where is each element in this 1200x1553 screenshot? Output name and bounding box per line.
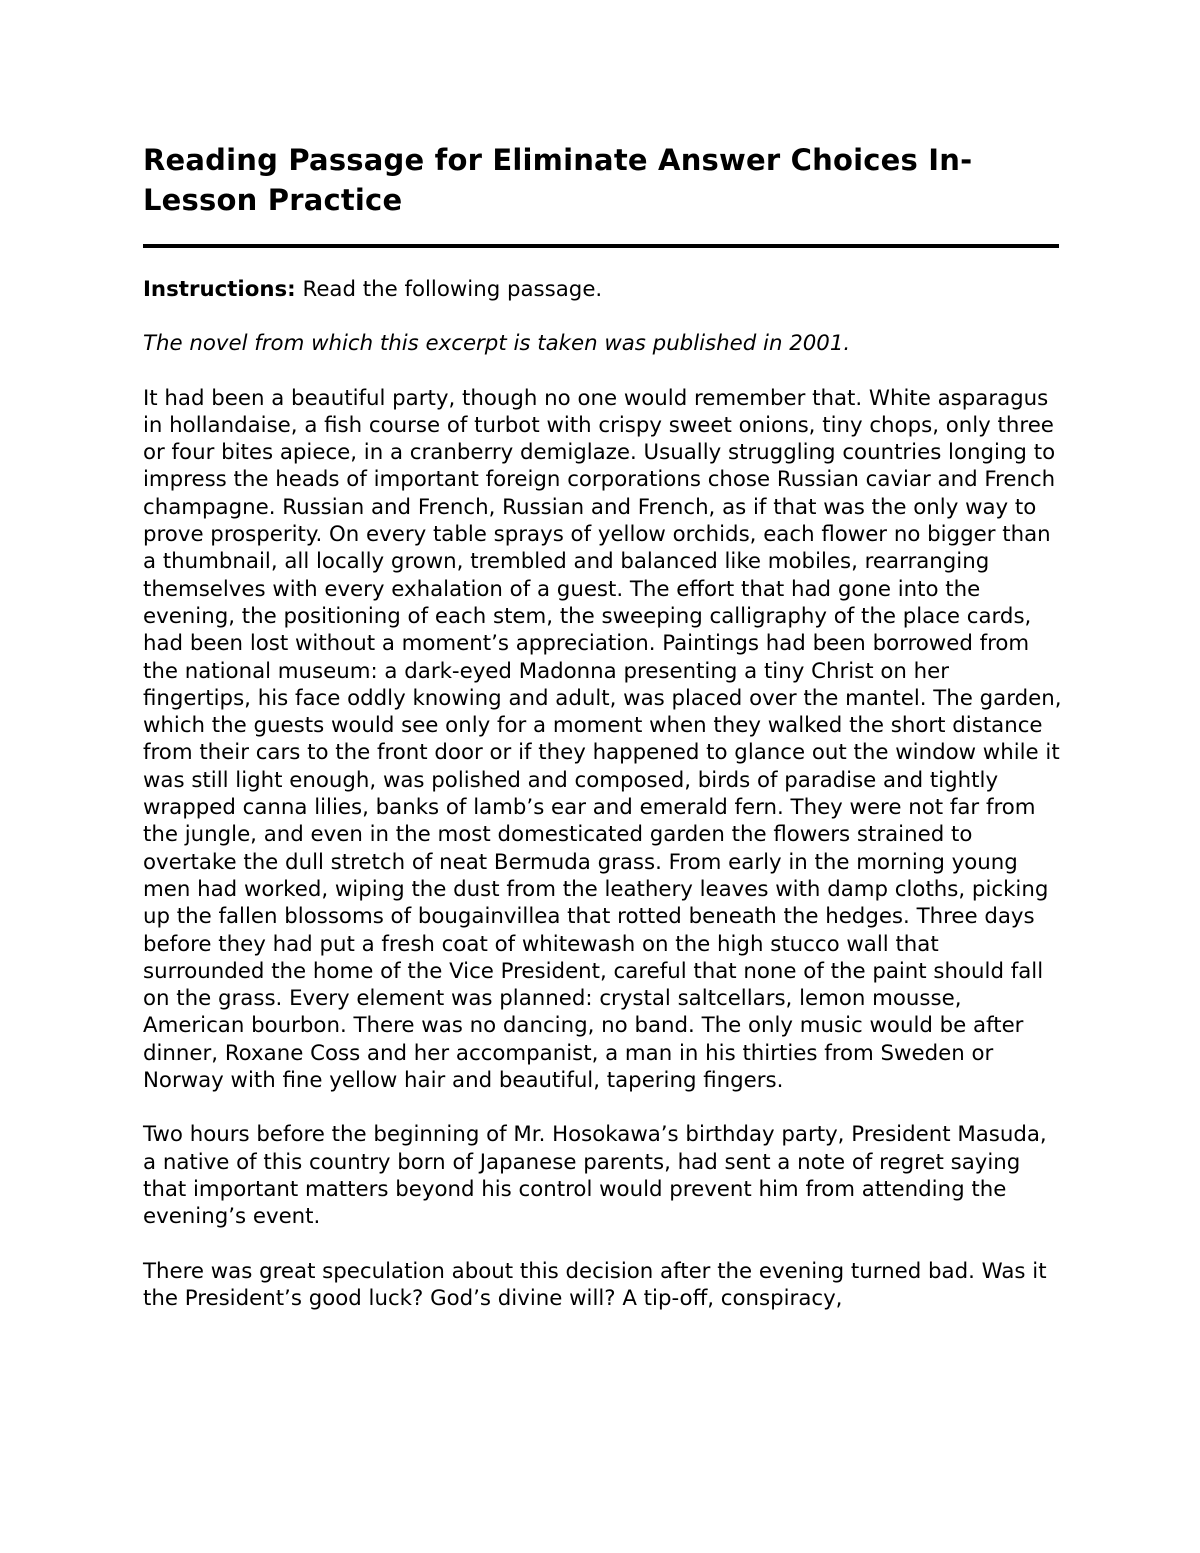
title-divider bbox=[143, 244, 1059, 248]
passage-paragraph-2: Two hours before the beginning of Mr. Hosokawa’s birthday party, President Masuda, a native of this country born of Japanese parents, had sent a note of regret saying that important matters beyond his control would prevent him from attending the evening’s event. bbox=[143, 1122, 1047, 1230]
instructions-text: Read the following passage. bbox=[295, 277, 603, 302]
intro-note: The novel from which this excerpt is taken was published in 2001. bbox=[143, 331, 851, 357]
passage-paragraph-1: It had been a beautiful party, though no one would remember that. White asparagus in hollandaise, a fish course of turbot with crispy sweet onions, tiny chops, only three or four bites apiece, in a cranberry demiglaze. Usually struggling countries longing to impress the heads of important foreign corporations chose Russian caviar and French champagne. Russian and French, Russian and French, as if that was the only way to prove prosperity. On every table sprays of yellow orchids, each flower no bigger than a thumbnail, all locally grown, trembled and balanced like mobiles, rearranging themselves with every exhalation of a guest. The effort that had gone into the evening, the positioning of each stem, the sweeping calligraphy of the place cards, had been lost without a moment’s appreciation. Paintings had been borrowed from the national museum: a dark-eyed Madonna presenting a tiny Christ on her fingertips, his face oddly knowing and adult, was placed over the mantel. The garden, which the guests would see only for a moment when they walked the short distance from their cars to the front door or if they happened to glance out the window while it was still light enough, was polished and composed, birds of paradise and tightly wrapped canna lilies, banks of lamb’s ear and emerald fern. They were not far from the jungle, and even in the most domesticated garden the flowers strained to overtake the dull stretch of neat Bermuda grass. From early in the morning young men had worked, wiping the dust from the leathery leaves with damp cloths, picking up the fallen blossoms of bougainvillea that rotted beneath the hedges. Three days before they had put a fresh coat of whitewash on the high stucco wall that surrounded the home of the Vice President, careful that none of the paint should fall on the grass. Every element was planned: crystal saltcellars, lemon mousse, American bourbon. There was no dancing, no band. The only music would be after dinner, Roxane Coss and her accompanist, a man in his thirties from Sweden or Norway with fine yellow hair and beautiful, tapering fingers. bbox=[143, 385, 1062, 1094]
instructions-label: Instructions: bbox=[143, 277, 296, 302]
instructions-line bbox=[143, 276, 1063, 303]
document-page bbox=[143, 140, 1063, 1312]
document-title: Reading Passage for Eliminate Answer Choices In-Lesson Practice bbox=[143, 143, 973, 217]
passage-paragraph-3: There was great speculation about this decision after the evening turned bad. Was it the President’s good luck? God’s divine will? A tip-off, conspiracy, bbox=[143, 1258, 1047, 1311]
